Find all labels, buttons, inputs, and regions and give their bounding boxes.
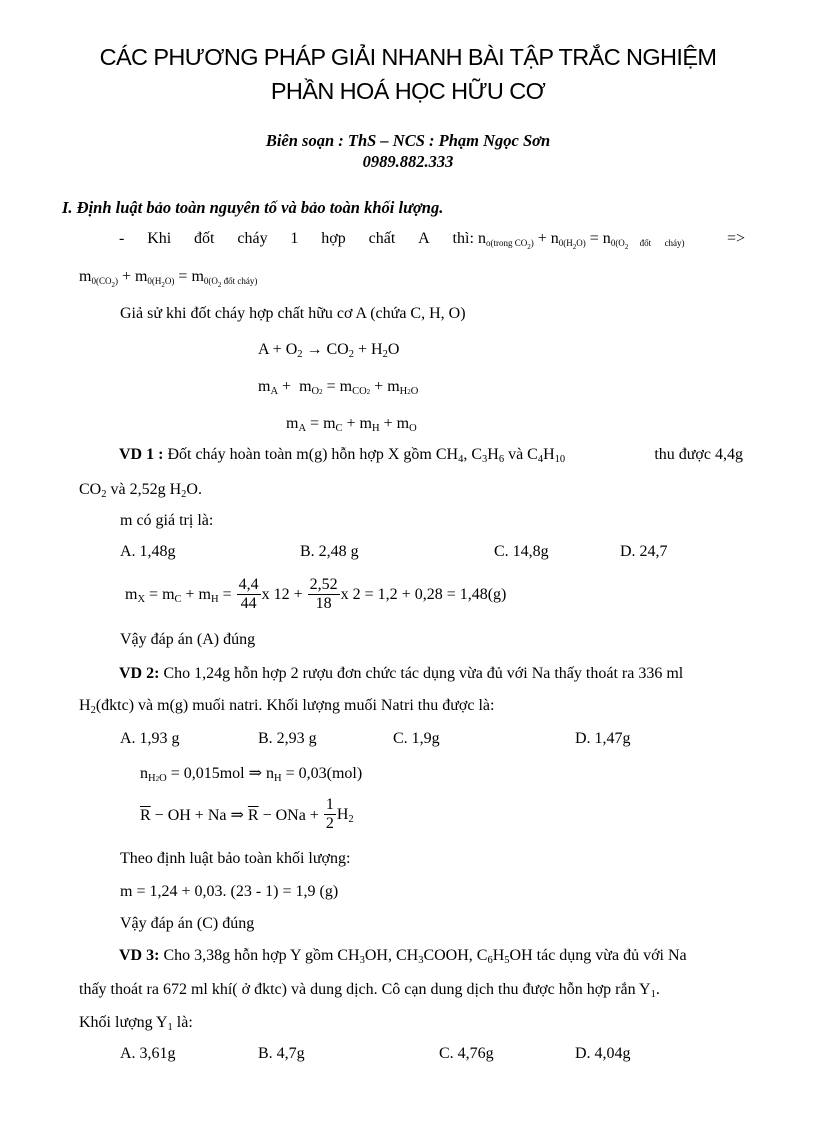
vd3-option-c: C. 4,76g — [439, 1045, 494, 1062]
vd3-text-line1: VD 3: Cho 3,38g hỗn hợp Y gồm $CH_3OH$, $CH_3COOH$, $C_6H_5OH$ tác dụng vừa đủ với Na — [119, 947, 687, 966]
vd3-option-b: B. 4,7g — [258, 1045, 305, 1062]
vd1-solution: $m_X = m_C + m_H$ = $\frac{4,4}{44}$ x 12 + $\frac{2,52}{18}$ x 2 = 1,2 + 0,28 = 1,48(g) — [125, 576, 507, 612]
vd3-option-a: A. 3,61g — [120, 1045, 176, 1062]
phone: 0989.882.333 — [362, 152, 454, 171]
equation-ma: $m_A = m_C + m_H + m_O$ — [286, 415, 417, 434]
vd2-label: VD 2: — [119, 665, 160, 682]
section-heading: I. Định luật bảo toàn nguyên tố và bảo toàn khối lượng. — [62, 198, 444, 217]
vd3-text-line2: thấy thoát ra 672 ml khí( ở đktc) và dung dịch. Cô cạn dung dịch thu được hỗn hợp rắn $Y_1$. — [79, 981, 660, 1000]
intro-formula-1: no(trong $CO_2) + n0(H_2O) = n0(O_2$ đốt cháy) — [478, 230, 685, 251]
vd1-text-line2: $CO_2$ và 2,52g $H_2O$. — [79, 481, 202, 500]
vd3-label: VD 3: — [119, 947, 160, 964]
vd2-text-line2: $H_2(đktc)$ và m(g) muối natri. Khối lượng muối Natri thu được là: — [79, 697, 495, 716]
intro-words: - Khi đốt cháy 1 hợp chất A thì: — [119, 230, 474, 247]
vd1-option-a: A. 1,48g — [120, 543, 176, 560]
vd2-conclusion: Vậy đáp án (C) đúng — [120, 915, 255, 932]
equation-mass: $m_A + m_{O2} = m_{CO2} + m_{H2O}$ — [258, 378, 419, 397]
title-line-2: PHẦN HOÁ HỌC HỮU CƠ — [270, 78, 546, 104]
vd2-law: Theo định luật bảo toàn khối lượng: — [120, 850, 351, 867]
vd2-option-a: A. 1,93 g — [120, 730, 180, 747]
vd1-option-d: D. 24,7 — [620, 543, 668, 560]
vd3-text-line3: Khối lượng $Y_1$ là: — [79, 1014, 193, 1033]
intro-assume: Giả sử khi đốt cháy hợp chất hữu cơ A (chứa C, H, O) — [120, 305, 466, 322]
vd2-reaction: $\overline{R}$ − OH + Na ⇒ $\overline{R}$ − ONa + $\frac{1}{2}$ $H_2$ — [140, 796, 354, 832]
vd1-label: VD 1 : — [119, 446, 164, 463]
vd3-option-d: D. 4,04g — [575, 1045, 631, 1062]
vd2-option-b: B. 2,93 g — [258, 730, 317, 747]
vd2-calc-mol: $n_{H2O} = 0,015mol$ ⇒ $n_H = 0,03(mol)$ — [140, 765, 363, 784]
equation-combustion: $A + O_2 \to CO_2 + H_2O$ — [258, 341, 400, 360]
vd1-conclusion: Vậy đáp án (A) đúng — [120, 631, 256, 648]
vd2-option-c: C. 1,9g — [393, 730, 440, 747]
vd1-option-b: B. 2,48 g — [300, 543, 359, 560]
intro-formula-2: $m0(CO_2) + m0(H_2O) = m0(O_2$ đốt cháy) — [79, 268, 258, 289]
vd1-text-line1: VD 1 : Đốt cháy hoàn toàn m(g) hỗn hợp X gồm $CH_4$, $C_3H_6$ và $C_4H_{10}$ thu được 4,4g — [119, 446, 743, 465]
author: Biên soạn : ThS – NCS : Phạm Ngọc Sơn — [265, 131, 551, 150]
vd2-text-line1: VD 2: Cho 1,24g hỗn hợp 2 rượu đơn chức tác dụng vừa đủ với Na thấy thoát ra 336 ml — [119, 665, 684, 682]
intro-arrow: => — [727, 230, 746, 247]
title-line-1: CÁC PHƯƠNG PHÁP GIẢI NHANH BÀI TẬP TRẮC NGHIỆM — [99, 44, 717, 70]
vd1-question: m có giá trị là: — [120, 512, 214, 529]
vd2-calc: m = 1,24 + 0,03. (23 - 1) = 1,9 (g) — [120, 883, 339, 900]
vd1-option-c: C. 14,8g — [494, 543, 549, 560]
vd2-option-d: D. 1,47g — [575, 730, 631, 747]
